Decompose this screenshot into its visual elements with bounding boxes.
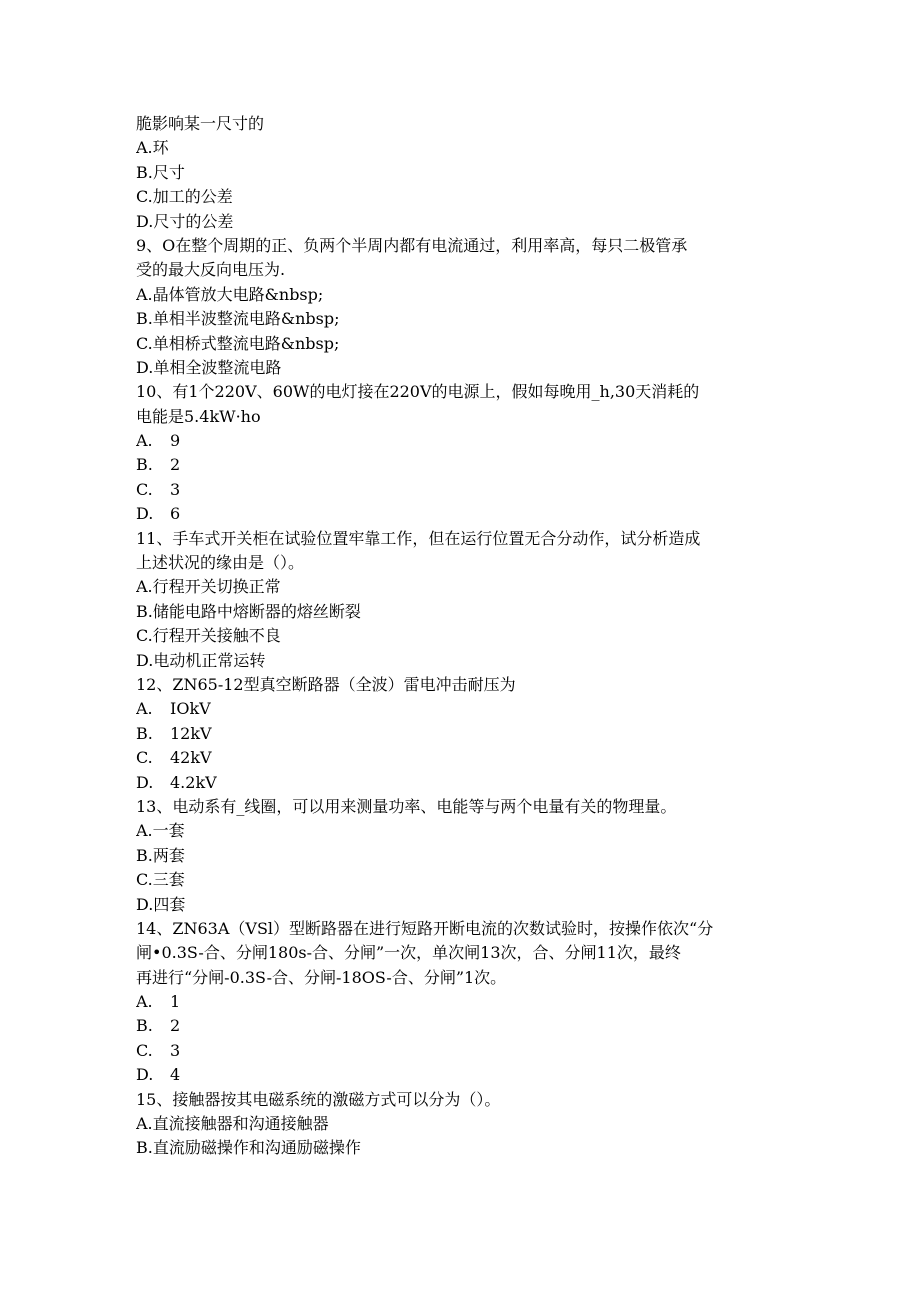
text-line-1: 脆影响某一尺寸的 [136,114,265,133]
option-value: 9 [170,431,181,451]
option-letter: C. [136,748,153,768]
document-page [136,112,786,1161]
question-12: 12、ZN65-12型真空断路器（全波）雷电冲击耐压为 [136,674,516,694]
option-b [136,453,786,477]
option-value: 2 [170,455,181,475]
question-9-line-2: 受的最大反向电压为. [136,260,286,280]
option-a: A.行程开关切换正常 [136,577,281,597]
option-b [136,1014,786,1038]
question-11-line-1: 11、手车式开关柜在试验位置牢靠工作，但在运行位置无合分动作，试分析造成 [136,528,701,548]
option-value: 6 [170,504,181,524]
option-a [136,990,786,1014]
option-letter: A. [136,992,153,1012]
option-letter: B. [136,1016,153,1036]
option-b [136,722,786,746]
option-letter: A. [136,431,153,451]
option-letter: C. [136,1040,153,1060]
question-11-line-2: 上述状况的缘由是（）。 [136,553,305,573]
option-b: B.尺寸 [136,162,185,182]
option-a [136,429,786,453]
option-letter: A. [136,699,153,719]
option-d: D.尺寸的公差 [136,211,234,231]
option-value: 42kV [170,748,212,768]
question-13: 13、电动系有_线圈，可以用来测量功率、电能等与两个电量有关的物理量。 [136,796,677,816]
option-d [136,771,786,795]
question-10-line-1: 10、有1个220V、60W的电灯接在220V的电源上，假如每晚用_h,30天消耗的 [136,382,700,402]
option-a [136,697,786,721]
option-value: 2 [170,1016,181,1036]
option-value: 4.2kV [170,772,217,792]
option-value: 4 [170,1065,181,1085]
option-c [136,746,786,770]
question-10-line-2: 电能是5.4kW·ho [136,406,261,426]
option-c: C.单相桥式整流电路&nbsp; [136,333,340,353]
option-value: 3 [170,1040,181,1060]
option-d [136,1063,786,1087]
option-d: D.单相全波整流电路 [136,357,282,377]
option-d [136,502,786,526]
question-15: 15、接触器按其电磁系统的激磁方式可以分为（）。 [136,1089,501,1109]
option-c [136,1039,786,1063]
option-b: B.直流励磁操作和沟通励磁操作 [136,1138,361,1158]
option-b: B.储能电路中熔断器的熔丝断裂 [136,601,361,621]
question-9-line-1: 9、O在整个周期的正、负两个半周内都有电流通过，利用率高，每只二极管承 [136,235,688,255]
option-b: B.单相半波整流电路&nbsp; [136,309,340,329]
option-letter: C. [136,479,153,499]
option-letter: B. [136,455,153,475]
option-value: 3 [170,479,181,499]
option-value: 1 [170,992,181,1012]
question-14-line-3: 再进行“分闸-0.3S-合、分闸-18OS-合、分闸”1次。 [136,967,507,987]
option-d: D.四套 [136,894,186,914]
option-c: C.行程开关接触不良 [136,626,281,646]
option-a: A.晶体管放大电路&nbsp; [136,284,324,304]
option-value: 12kV [170,723,212,743]
option-letter: B. [136,723,153,743]
option-c: C.三套 [136,870,185,890]
option-a: A.环 [136,138,169,158]
option-a: A.直流接触器和沟通接触器 [136,1114,329,1134]
option-d: D.电动机正常运转 [136,650,266,670]
option-c: C.加工的公差 [136,187,233,207]
option-letter: D. [136,772,154,792]
option-b: B.两套 [136,845,185,865]
option-a: A.一套 [136,821,185,841]
option-letter: D. [136,504,154,524]
question-14-line-2: 闸•0.3S-合、分闸180s-合、分闸”一次，单次闸13次，合、分闸11次，最终 [136,943,681,963]
option-value: IOkV [170,699,211,719]
option-letter: D. [136,1065,154,1085]
question-14-line-1: 14、ZN63A（VSl）型断路器在进行短路开断电流的次数试验时，按操作依次“分 [136,918,714,938]
option-c [136,478,786,502]
